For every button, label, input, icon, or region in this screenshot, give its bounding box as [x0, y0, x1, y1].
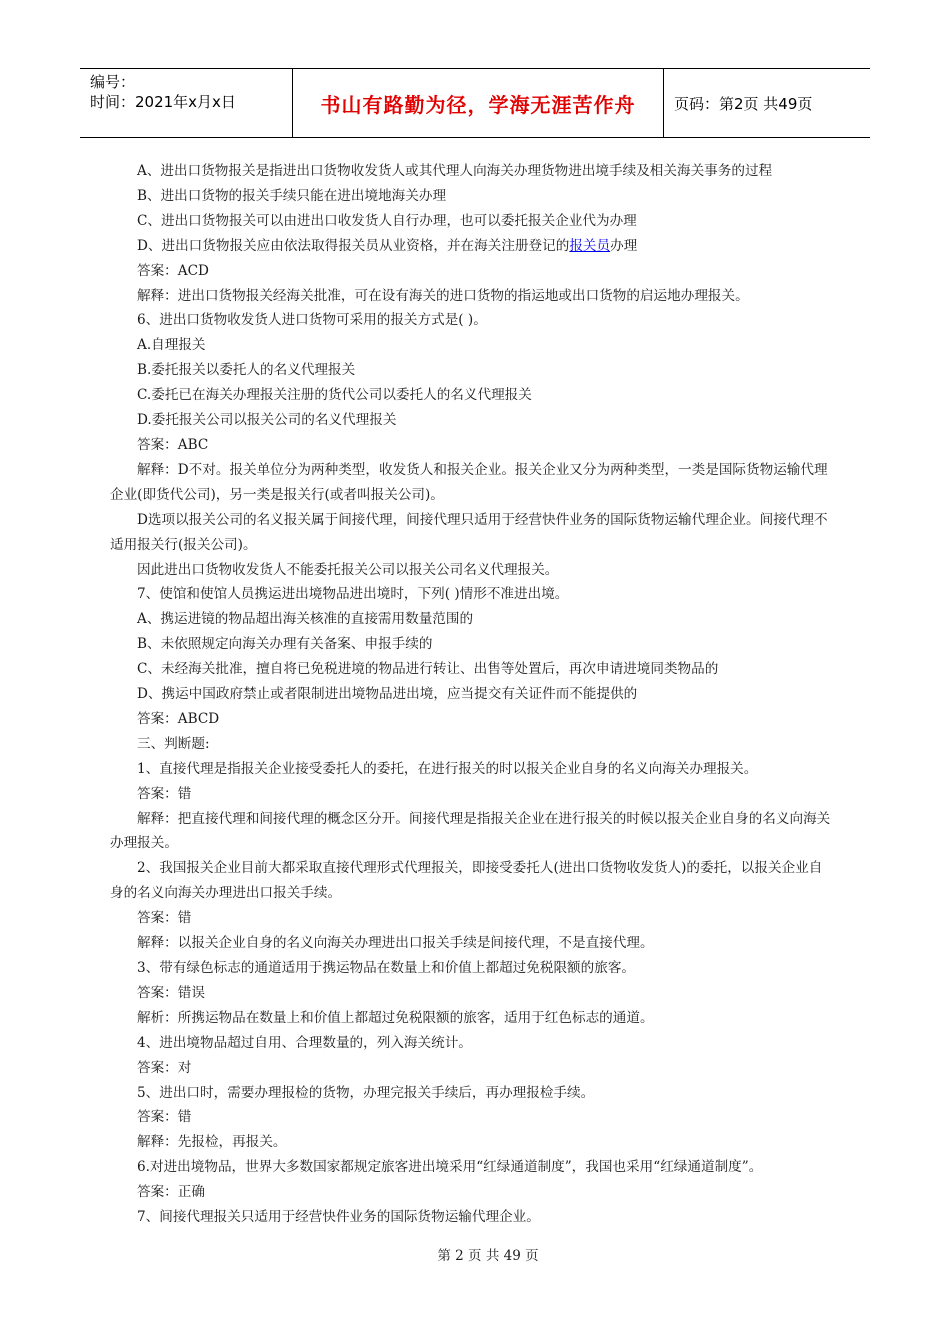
- question-line: 7、间接代理报关只适用于经营快件业务的国际货物运输代理企业。: [137, 1209, 540, 1226]
- explanation-line: 因此进出口货物收发货人不能委托报关公司以报关公司名义代理报关。: [137, 561, 559, 578]
- question-line: 4、进出境物品超过自用、合理数量的，列入海关统计。: [137, 1034, 472, 1051]
- answer-line: 答案：错: [137, 910, 192, 927]
- answer-line: 答案：ACD: [137, 262, 209, 279]
- question-line: 5、进出口时，需要办理报检的货物，办理完报关手续后，再办理报检手续。: [137, 1084, 595, 1101]
- document-header: [80, 68, 870, 138]
- option-line: A、进出口货物报关是指进出口货物收发货人或其代理人向海关办理货物进出境手续及相关海关事务的过程: [137, 163, 773, 179]
- option-line: B.委托报关以委托人的名义代理报关: [137, 362, 356, 379]
- header-motto: 书山有路勤为径，学海无涯苦作舟: [293, 69, 664, 137]
- document-body: [110, 159, 832, 1230]
- page-footer: 第 2 页 共 49 页: [437, 1248, 539, 1264]
- answer-line: 答案：对: [137, 1059, 192, 1076]
- answer-line: 答案：ABCD: [137, 710, 220, 727]
- header-page-info: 页码：第2页 共49页: [674, 94, 813, 113]
- answer-line: 答案：错: [137, 1109, 192, 1126]
- section-heading: 三、判断题:: [137, 735, 210, 752]
- question-line: 1、直接代理是指报关企业接受委托人的委托，在进行报关的时以报关企业自身的名义向海关办理报关。: [137, 760, 758, 777]
- explanation-paragraph: 解释：D不对。报关单位分为两种类型，收发货人和报关企业。报关企业又分为两种类型，一类是国际货物运输代理企业(即货代公司)，另一类是报关行(或者叫报关公司)。: [110, 461, 828, 503]
- option-line: C.委托已在海关办理报关注册的货代公司以委托人的名义代理报关: [137, 387, 532, 404]
- option-line: C、进出口货物报关可以由进出口收发货人自行办理，也可以委托报关企业代为办理: [137, 212, 637, 229]
- option-line: A、携运进镜的物品超出海关核准的直接需用数量范围的: [137, 611, 474, 628]
- option-line: D、携运中国政府禁止或者限制进出境物品进出境，应当提交有关证件而不能提供的: [137, 686, 638, 703]
- option-line: B、未依照规定向海关办理有关备案、申报手续的: [137, 636, 433, 653]
- explanation-paragraph: 解释：把直接代理和间接代理的概念区分开。间接代理是指报关企业在进行报关的时候以报关企业自身的名义向海关办理报关。: [110, 810, 831, 852]
- option-text: D、进出口货物报关应由依法取得报关员从业资格，并在海关注册登记的: [137, 237, 570, 254]
- question-line: 6、进出口货物收发货人进口货物可采用的报关方式是( )。: [137, 312, 487, 329]
- answer-line: 答案：ABC: [137, 436, 209, 453]
- question-line: 7、使馆和使馆人员携运进出境物品进出境时，下列( )情形不准进出境。: [137, 586, 569, 603]
- explanation-line: 解释：先报检，再报关。: [137, 1134, 287, 1151]
- option-line: B、进出口货物的报关手续只能在进出境地海关办理: [137, 187, 447, 204]
- question-line: 6.对进出境物品，世界大多数国家都规定旅客进出境采用“红绿通道制度”，我国也采用“红绿通道制度”。: [137, 1159, 763, 1176]
- explanation-paragraph: D选项以报关公司的名义报关属于间接代理，间接代理只适用于经营快件业务的国际货物运输代理企业。间接代理不适用报关行(报关公司)。: [110, 511, 828, 553]
- answer-line: 答案：正确: [137, 1184, 205, 1201]
- explanation-line: 解析：所携运物品在数量上和价值上都超过免税限额的旅客，适用于红色标志的通道。: [137, 1009, 654, 1026]
- option-line: [110, 234, 832, 259]
- header-meta: [80, 69, 293, 137]
- option-line: D.委托报关公司以报关公司的名义代理报关: [137, 412, 397, 429]
- answer-line: 答案：错误: [137, 984, 205, 1001]
- customs-broker-link[interactable]: 报关员: [569, 237, 611, 254]
- option-line: C、未经海关批准，擅自将已免税进境的物品进行转让、出售等处置后，再次申请进境同类物品的: [137, 661, 719, 678]
- answer-line: 答案：错: [137, 785, 192, 802]
- explanation-line: 解释：以报关企业自身的名义向海关办理进出口报关手续是间接代理，不是直接代理。: [137, 935, 654, 952]
- question-line: 3、带有绿色标志的通道适用于携运物品在数量上和价值上都超过免税限额的旅客。: [137, 960, 636, 976]
- serial-number-label: 编号：: [90, 73, 136, 91]
- option-text-end: 办理: [610, 237, 638, 254]
- explanation-line: 解释：进出口货物报关经海关批准，可在设有海关的进口货物的指运地或出口货物的启运地办理报关。: [137, 287, 749, 304]
- date-label: 时间：2021年x月x日: [90, 93, 236, 111]
- option-line: A.自理报关: [137, 337, 206, 354]
- question-paragraph: 2、我国报关企业目前大都采取直接代理形式代理报关，即接受委托人(进出口货物收发货人)的委托，以报关企业自身的名义向海关办理进出口报关手续。: [110, 860, 823, 902]
